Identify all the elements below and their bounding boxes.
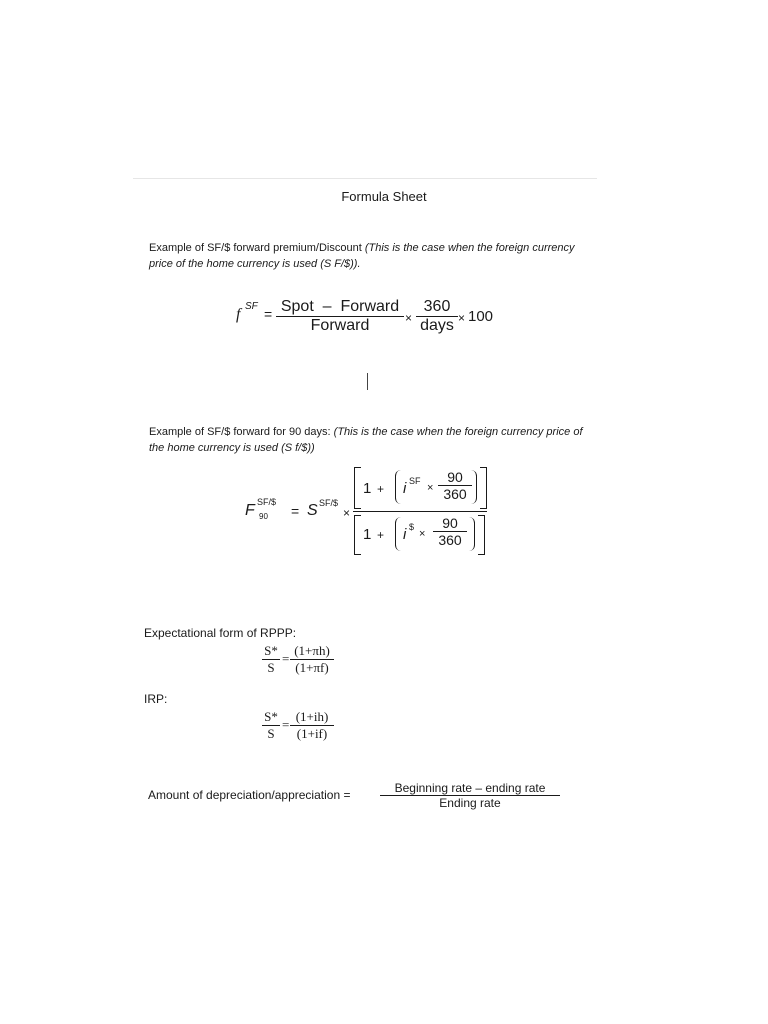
bottom-plus: +	[377, 528, 385, 542]
S-symbol: S	[307, 502, 318, 519]
irp-lhs	[262, 709, 280, 742]
top-i: i	[403, 480, 407, 497]
depreciation-label: Amount of depreciation/appreciation =	[148, 788, 351, 802]
forward-premium-formula	[236, 298, 506, 342]
times-sign-1: ×	[405, 311, 413, 325]
spot-forward-denominator: Forward	[276, 316, 404, 335]
top-right-bracket	[480, 467, 487, 509]
bottom-left-paren	[395, 517, 401, 551]
top-i-superscript: SF	[409, 476, 421, 486]
days-numerator: 360	[423, 298, 451, 315]
text-cursor	[367, 373, 368, 390]
bottom-times: ×	[419, 528, 426, 540]
rppp-lhs-num: S*	[264, 643, 278, 658]
S-superscript: SF/$	[319, 498, 339, 508]
forward-rate-formula	[245, 466, 495, 558]
rppp-formula	[262, 643, 352, 679]
rppp-lhs-den: S	[262, 659, 280, 676]
top-right-paren	[471, 470, 477, 504]
f-symbol: f	[236, 306, 241, 323]
bottom-i: i	[403, 526, 407, 543]
times-sign-2: ×	[458, 311, 466, 325]
depreciation-numerator: Beginning rate – ending rate	[394, 781, 546, 795]
rppp-equals: =	[282, 651, 290, 666]
bottom-right-paren	[469, 517, 475, 551]
irp-label: IRP:	[144, 692, 168, 706]
rppp-rhs	[290, 643, 334, 676]
spot-forward-numerator: Spot – Forward	[280, 298, 400, 315]
F-symbol: F	[245, 502, 255, 519]
days-denominator: days	[416, 316, 458, 335]
bottom-three-sixty: 360	[433, 531, 467, 548]
bottom-right-bracket	[478, 515, 485, 555]
bottom-i-superscript: $	[409, 522, 415, 532]
hundred: 100	[468, 308, 494, 325]
top-left-paren	[395, 470, 401, 504]
F-subscript: 90	[259, 512, 268, 521]
top-left-bracket	[354, 467, 361, 509]
irp-rhs-num: (1+ih)	[295, 709, 329, 724]
F-superscript: SF/$	[257, 497, 277, 507]
section1-lead: Example of SF/$ forward premium/Discount	[149, 242, 362, 254]
top-ninety: 90	[447, 469, 463, 485]
times-sign-3: ×	[343, 506, 351, 520]
bottom-left-bracket	[354, 515, 361, 555]
top-ratio	[438, 469, 472, 502]
main-fraction-bar	[353, 511, 487, 512]
section1-note: (This is the case when the foreign currency price of the home currency is used (S F/$)).	[149, 242, 575, 270]
f-superscript: SF	[245, 301, 258, 312]
irp-lhs-den: S	[262, 725, 280, 742]
section2-intro	[149, 424, 589, 456]
spot-forward-fraction	[276, 298, 404, 335]
equals-sign-2: =	[291, 503, 300, 519]
bottom-ninety: 90	[442, 515, 458, 531]
irp-equals: =	[282, 717, 290, 732]
top-times: ×	[427, 482, 434, 494]
irp-lhs-num: S*	[264, 709, 278, 724]
rppp-label: Expectational form of RPPP:	[144, 626, 297, 640]
rppp-lhs	[262, 643, 280, 676]
bottom-ratio	[433, 515, 467, 548]
top-three-sixty: 360	[438, 485, 472, 502]
irp-formula	[262, 709, 352, 745]
equals-sign: =	[264, 306, 273, 322]
irp-rhs-den: (1+if)	[290, 725, 334, 742]
rppp-rhs-den: (1+πf)	[290, 659, 334, 676]
section2-note: (This is the case when the foreign currency price of the home currency is used (S f/$))	[149, 426, 583, 454]
top-one: 1	[363, 480, 372, 497]
page-title: Formula Sheet	[341, 189, 427, 204]
section2-lead: Example of SF/$ forward for 90 days:	[149, 426, 331, 438]
top-rule	[133, 178, 597, 179]
section1-intro	[149, 240, 589, 272]
rppp-rhs-num: (1+πh)	[294, 643, 330, 658]
bottom-one: 1	[363, 526, 372, 543]
days-fraction	[416, 298, 458, 335]
depreciation-denominator: Ending rate	[380, 795, 560, 810]
top-plus: +	[377, 482, 385, 496]
irp-rhs	[290, 709, 334, 742]
depreciation-fraction	[380, 781, 560, 810]
